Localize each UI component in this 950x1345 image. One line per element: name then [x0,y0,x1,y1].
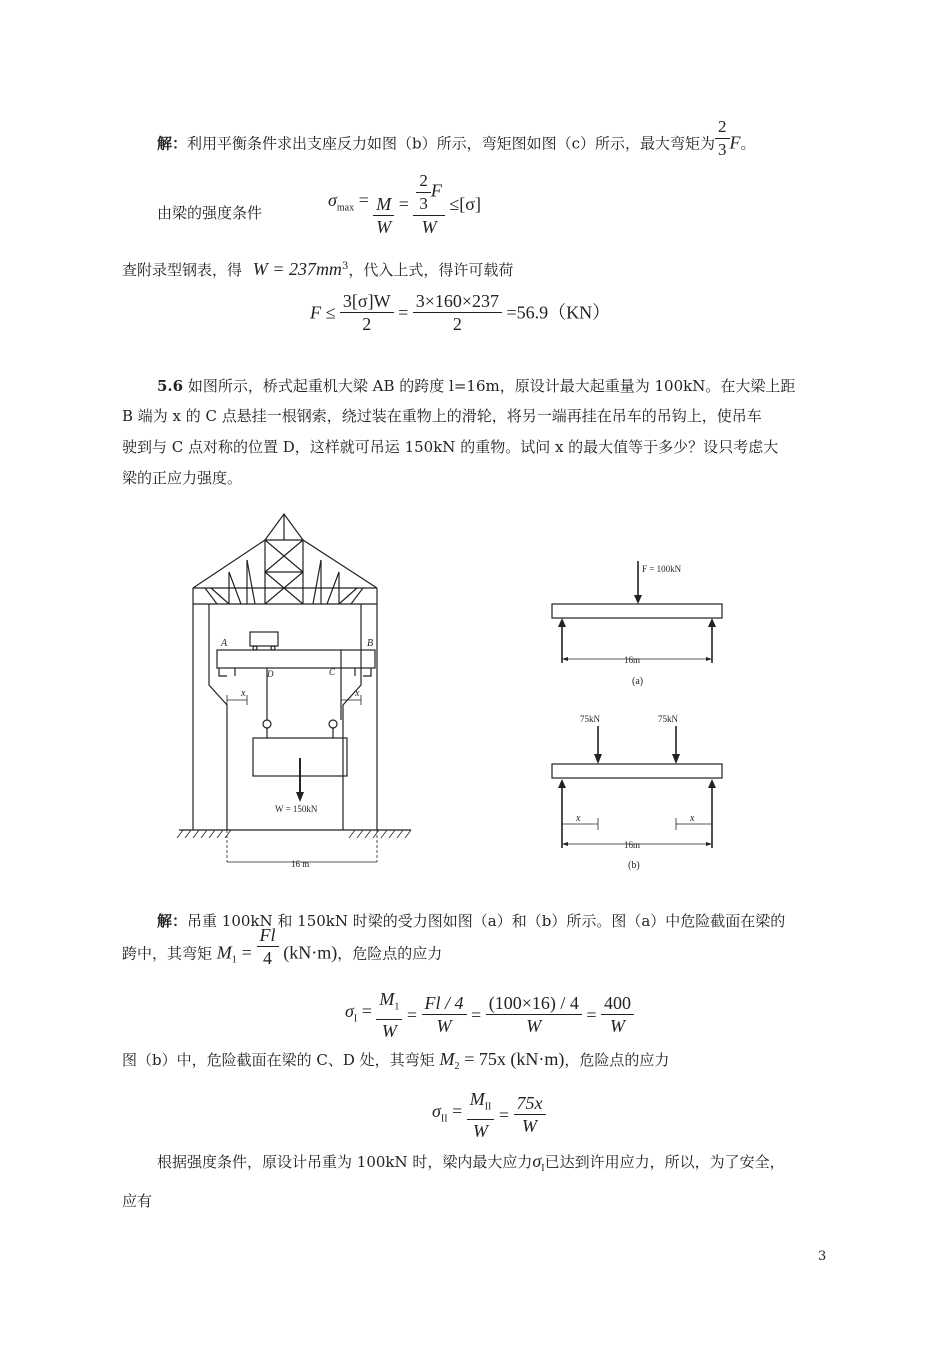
caption-a: (a) [632,676,644,687]
label-d: D [267,669,274,679]
figure-b [548,708,733,873]
problem-line-3: 驶到与 C 点对称的位置 D，这样就可吊运 150kN 的重物。试问 x 的最大值等于多少？设只考虑大 [122,438,779,456]
problem-line-2: B 端为 x 的 C 点悬挂一根钢索，绕过装在重物上的滑轮，将另一端再挂在吊车的吊钩上，使吊车 [122,407,762,425]
force-variable: F [729,132,741,153]
strength-condition-equation: $\sigma_{max}$ = $\frac{M}{W}$ = $\frac{2}{3}$ F W ≤[σ] [328,171,481,237]
force-75kn-left-label: 75kN [580,714,600,724]
label-a: A [221,638,228,649]
figure-a [548,555,733,690]
problem-line-1: 5.6 如图所示，桥式起重机大梁 AB 的跨度 l=16m，原设计最大起重量为 100kN。在大梁上距 [157,377,796,395]
para1-text: 利用平衡条件求出支座反力如图（b）所示，弯矩图如图（c）所示，最大弯矩为 [187,134,716,153]
span-b-label: 16m [624,840,641,850]
caption-b: (b) [628,860,640,871]
conclusion-line-2: 应有 [122,1192,153,1210]
x-right-label: x [690,813,695,824]
solution-line-1: 解：吊重 100kN 和 150kN 时梁的受力图如图（a）和（b）所示。图（a）中危险截面在梁的 [157,912,786,930]
solution-label: 解： [157,134,188,153]
label-b: B [367,638,374,649]
lookup-line: 查附录型钢表，得 $W = 237mm^3$，代入上式，得许可载荷 [122,259,514,279]
page-number: 3 [818,1249,827,1264]
problem-number: 5.6 [157,377,184,395]
force-75kn-right-label: 75kN [658,714,678,724]
two-thirds-fraction: $\frac{2}{3}$ [715,116,730,161]
conclusion-line-1: 根据强度条件，原设计吊重为 100kN 时，梁内最大应力$\sigma_I$已达到许用应力，所以，为了安全， [157,1151,785,1174]
sigma-1-equation: $\sigma_I$ = $\frac{M_1}{W}$ = $\frac{Fl / 4}{W}$ = $\frac{(100\times 16) / 4}{W}$ = $\frac{400}{W}$ [345,988,634,1042]
solution-paragraph-1: 解：利用平衡条件求出支座反力如图（b）所示，弯矩图如图（c）所示，最大弯矩为 $\frac{2}{3}$ F。 [157,117,756,159]
section-modulus-value: W = 237mm [252,259,342,279]
label-c: C [329,667,336,677]
strength-condition-label: 由梁的强度条件 [157,204,263,222]
label-x-right: x [355,688,360,699]
sigma-2-equation: $\sigma_{II}$ = $\frac{M_{II}}{W}$ = $\frac{75x}{W}$ [432,1088,546,1142]
label-x-left: x [241,688,246,699]
solution-label-2: 解： [157,912,188,930]
label-weight: W = 150kN [275,804,318,814]
span-a-label: 16m [624,655,641,665]
problem-line-4: 梁的正应力强度。 [122,469,243,487]
case-b-line: 图（b）中，危险截面在梁的 C、D 处，其弯矩 $M_2 = 75x$ (kN·m)，危险点的应力 [122,1049,670,1072]
solution-line-2: 跨中，其弯矩 $M_1$ = $\frac{Fl}{4}$ (kN·m)，危险点的应力 [122,925,443,968]
two-thirds-F-over-W: $\frac{2}{3}$ F W [413,170,445,238]
x-left-label: x [576,813,581,824]
crane-diagram [175,510,415,875]
label-span: 16 m [291,859,310,869]
allowable-load-equation: F ≤ $\frac{3[\sigma]W}{2}$ = $\frac{3\times 160\times 237}{2}$ =56.9（KN） [310,291,611,334]
force-100kn-label: F = 100kN [642,564,682,574]
